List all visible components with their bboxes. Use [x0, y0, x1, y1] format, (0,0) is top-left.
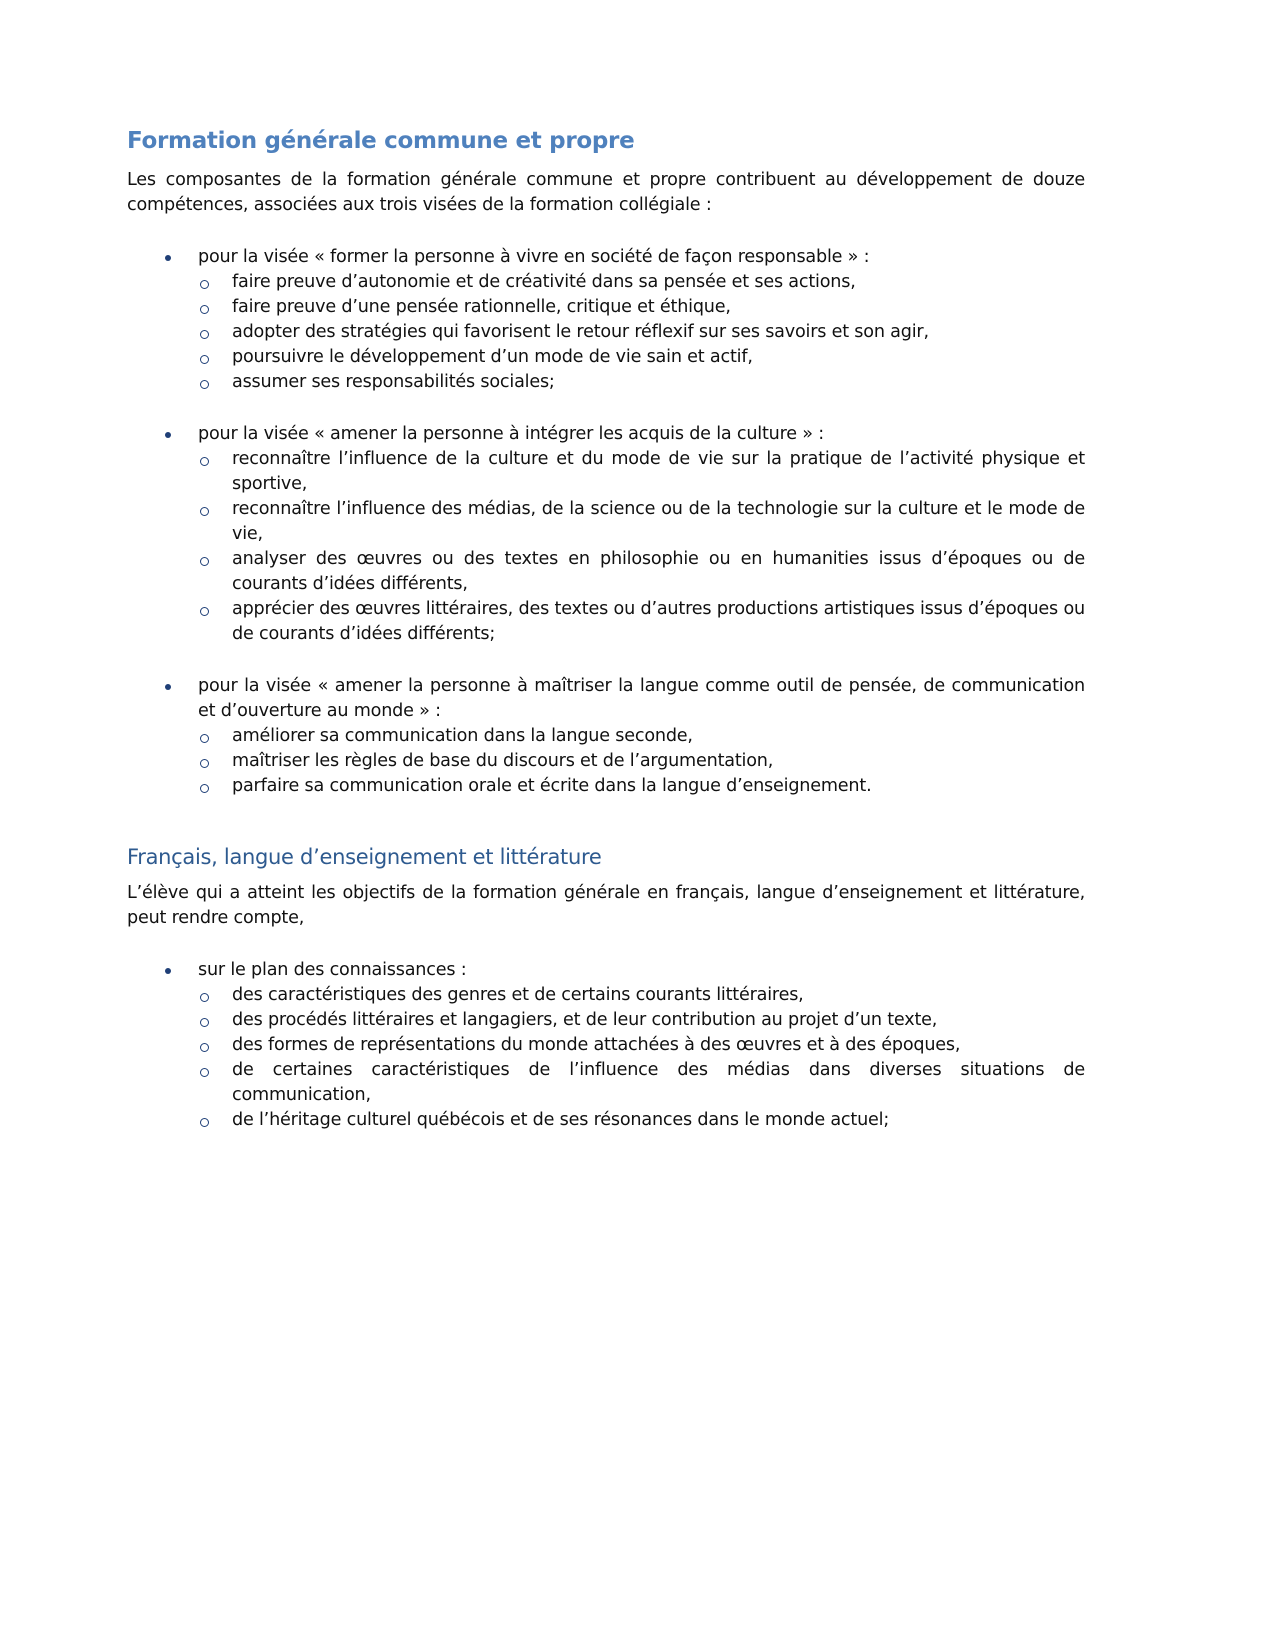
intro-paragraph: L’élève qui a atteint les objectifs de la formation générale en français, langue d’enseignement et littérature, peut rendre compte, [127, 883, 1085, 928]
circle-bullet-icon [200, 1118, 209, 1127]
sub-item [198, 295, 1085, 320]
sub-item-text: analyser des œuvres ou des textes en philosophie ou en humanities issus d’époques ou de courants d’idées différents, [232, 549, 1085, 594]
sub-list [198, 270, 1085, 395]
sub-item [198, 370, 1085, 395]
bullet-label: sur le plan des connaissances : [198, 960, 467, 980]
sub-item [198, 774, 1085, 799]
sub-item-text: assumer ses responsabilités sociales; [232, 372, 555, 392]
intro-paragraph: Les composantes de la formation générale commune et propre contribuent au développement de douze compétences, associées aux trois visées de la formation collégiale : [127, 170, 1085, 215]
sub-item-text: faire preuve d’une pensée rationnelle, critique et éthique, [232, 297, 731, 317]
bullet-item [127, 958, 1085, 1133]
circle-bullet-icon [200, 1043, 209, 1052]
sub-item [198, 983, 1085, 1008]
sub-item-text: des caractéristiques des genres et de certains courants littéraires, [232, 985, 804, 1005]
sub-item [198, 447, 1085, 497]
sub-list [198, 983, 1085, 1133]
sub-item-text: des procédés littéraires et langagiers, et de leur contribution au projet d’un texte, [232, 1010, 938, 1030]
sub-item [198, 320, 1085, 345]
sub-item-text: faire preuve d’autonomie et de créativité dans sa pensée et ses actions, [232, 272, 856, 292]
document-page [127, 126, 1085, 1133]
bullet-label: pour la visée « former la personne à vivre en société de façon responsable » : [198, 247, 870, 267]
sub-item [198, 1033, 1085, 1058]
bullet-list [127, 245, 1085, 799]
circle-bullet-icon [200, 380, 209, 389]
sub-item-text: de certaines caractéristiques de l’influence des médias dans diverses situations de communication, [232, 1060, 1085, 1105]
circle-bullet-icon [200, 280, 209, 289]
bullet-icon [165, 968, 171, 974]
sub-item [198, 345, 1085, 370]
circle-bullet-icon [200, 607, 209, 616]
sub-item [198, 270, 1085, 295]
sub-item [198, 1108, 1085, 1133]
bullet-item [127, 674, 1085, 799]
sub-item [198, 749, 1085, 774]
sub-item-text: reconnaître l’influence de la culture et du mode de vie sur la pratique de l’activité physique et sportive, [232, 449, 1085, 494]
bullet-icon [165, 255, 171, 261]
bullet-label: pour la visée « amener la personne à intégrer les acquis de la culture » : [198, 424, 824, 444]
sub-item-text: adopter des stratégies qui favorisent le retour réflexif sur ses savoirs et son agir, [232, 322, 929, 342]
sub-item-text: des formes de représentations du monde attachées à des œuvres et à des époques, [232, 1035, 961, 1055]
circle-bullet-icon [200, 457, 209, 466]
circle-bullet-icon [200, 1018, 209, 1027]
circle-bullet-icon [200, 759, 209, 768]
sub-item [198, 1058, 1085, 1108]
bullet-icon [165, 684, 171, 690]
bullet-item [127, 422, 1085, 647]
circle-bullet-icon [200, 305, 209, 314]
bullet-item [127, 245, 1085, 395]
circle-bullet-icon [200, 355, 209, 364]
sub-item [198, 547, 1085, 597]
sub-list [198, 447, 1085, 647]
sub-item-text: parfaire sa communication orale et écrite dans la langue d’enseignement. [232, 776, 872, 796]
sub-item-text: maîtriser les règles de base du discours et de l’argumentation, [232, 751, 774, 771]
sub-item [198, 597, 1085, 647]
subsection-heading: Français, langue d’enseignement et littérature [127, 845, 602, 869]
sub-item-text: poursuivre le développement d’un mode de vie sain et actif, [232, 347, 753, 367]
bullet-list [127, 958, 1085, 1133]
circle-bullet-icon [200, 993, 209, 1002]
sub-item [198, 497, 1085, 547]
circle-bullet-icon [200, 734, 209, 743]
bullet-label: pour la visée « amener la personne à maîtriser la langue comme outil de pensée, de communication et d’ouverture au monde » : [198, 676, 1085, 721]
circle-bullet-icon [200, 507, 209, 516]
sub-item-text: de l’héritage culturel québécois et de ses résonances dans le monde actuel; [232, 1110, 890, 1130]
section-heading: Formation générale commune et propre [127, 128, 635, 154]
circle-bullet-icon [200, 784, 209, 793]
circle-bullet-icon [200, 330, 209, 339]
sub-list [198, 724, 1085, 799]
sub-item-text: améliorer sa communication dans la langue seconde, [232, 726, 693, 746]
sub-item [198, 724, 1085, 749]
bullet-icon [165, 432, 171, 438]
sub-item [198, 1008, 1085, 1033]
sub-item-text: apprécier des œuvres littéraires, des textes ou d’autres productions artistiques issus d’époques ou de courants d’idées différents; [232, 599, 1085, 644]
circle-bullet-icon [200, 1068, 209, 1077]
sub-item-text: reconnaître l’influence des médias, de la science ou de la technologie sur la culture et le mode de vie, [232, 499, 1085, 544]
circle-bullet-icon [200, 557, 209, 566]
